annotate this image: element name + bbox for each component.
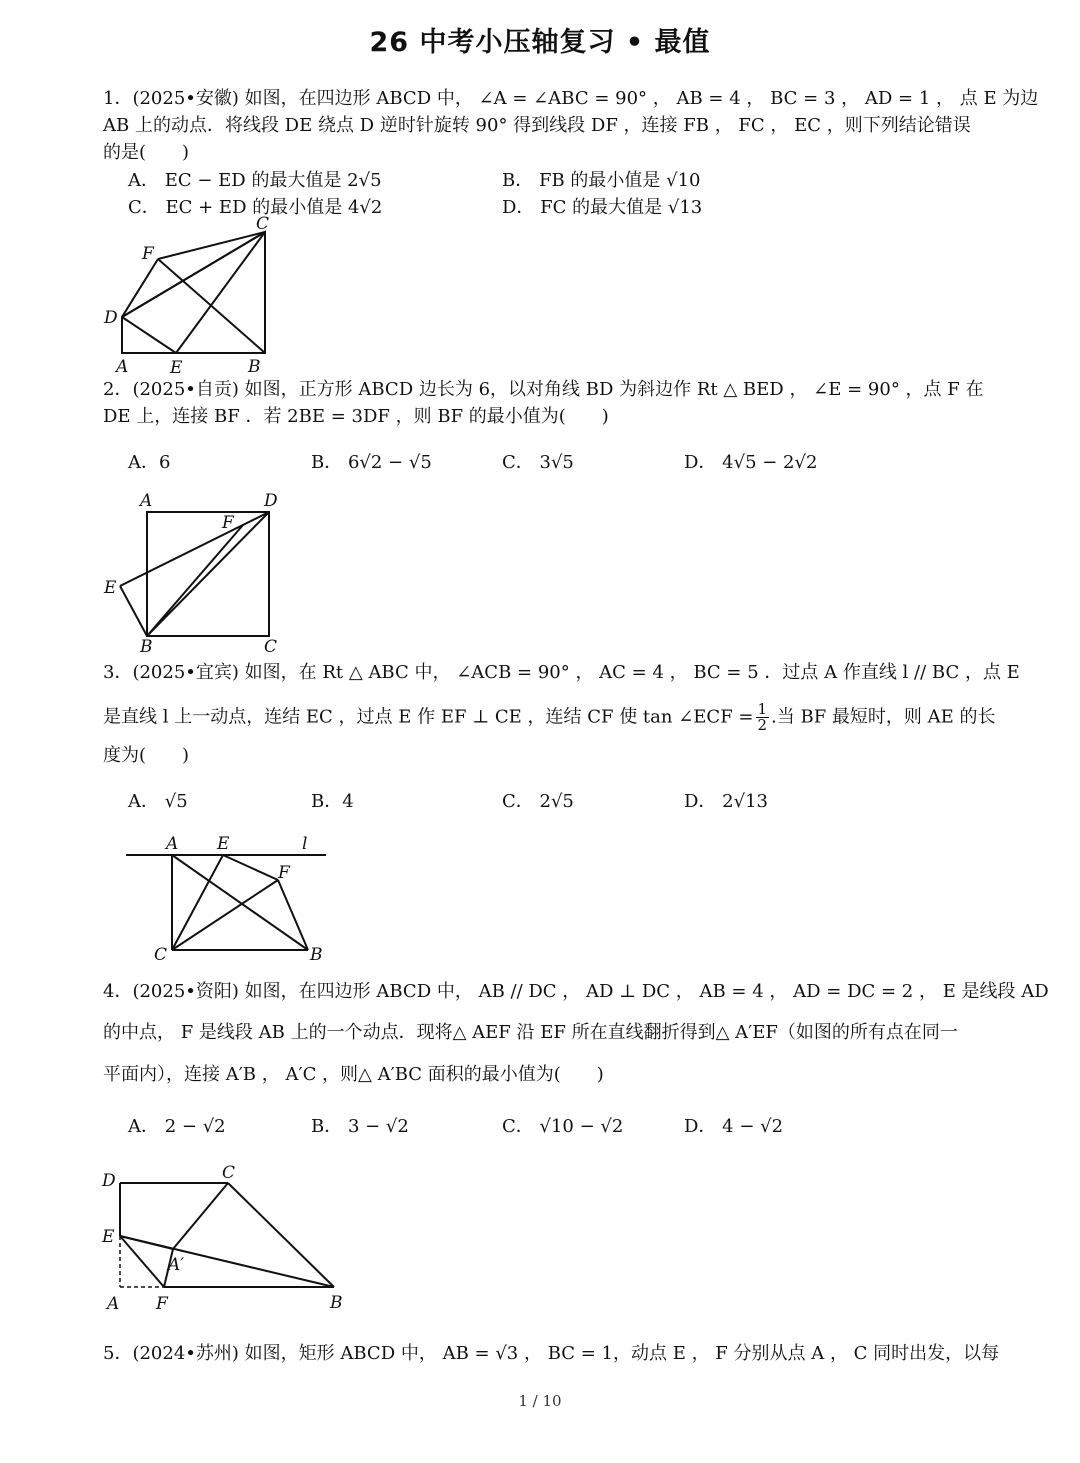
q1-segment-df (122, 259, 158, 317)
q2-option-c: C． 3√5 (502, 452, 574, 473)
q1-option-c: C． EC + ED 的最小值是 4√2 (128, 197, 383, 218)
q3-label-f: F (278, 863, 290, 883)
q1-label-c: C (256, 214, 270, 234)
q4-option-a: A． 2 − √2 (128, 1116, 226, 1137)
q3-label-e: E (217, 834, 230, 854)
q4-text-line-1: 4．(2025•资阳) 如图，在四边形 ABCD 中， AB // DC ， AD ⊥ DC ， AB = 4 ， AD = DC = 2 ， E 是线段 AD (103, 981, 1049, 1002)
q2-segment-bd (147, 512, 269, 636)
q1-label-e: E (170, 358, 183, 378)
q2-figure (100, 488, 300, 658)
q3-segment-cf (172, 880, 278, 950)
q4-text-line-2: 的中点， F 是线段 AB 上的一个动点．现将△ AEF 沿 EF 所在直线翻折得到△ A′EF（如图的所有点在同一 (103, 1022, 958, 1043)
q3-text-line-1: 3．(2025•宜宾) 如图，在 Rt △ ABC 中， ∠ACB = 90° ， AC = 4 ， BC = 5 ．过点 A 作直线 l // BC ，点 E (103, 662, 1020, 683)
q2-label-e: E (104, 578, 117, 598)
q2-option-b: B． 6√2 − √5 (311, 452, 432, 473)
q4-option-c: C． √10 − √2 (502, 1116, 624, 1137)
q1-option-d: D． FC 的最大值是 √13 (502, 197, 703, 218)
q3-figure (120, 830, 340, 970)
q3-label-a: A (166, 834, 179, 854)
q1-label-f: F (142, 244, 154, 264)
q4-label-a: A (107, 1294, 120, 1314)
q3-option-a: A． √5 (128, 791, 188, 812)
q1-text-line-1: 1．(2025•安徽) 如图，在四边形 ABCD 中， ∠A = ∠ABC = 90° ， AB = 4 ， BC = 3 ， AD = 1 ， 点 E 为边 (103, 88, 1039, 109)
q1-text-line-2: AB 上的动点．将线段 DE 绕点 D 逆时针旋转 90° 得到线段 DF ，连接 FB ， FC ， EC ，则下列结论错误 (103, 115, 971, 136)
q3-fraction-denominator: 2 (757, 716, 768, 734)
q3-option-c: C． 2√5 (502, 791, 574, 812)
q2-label-b: B (140, 637, 153, 657)
q2-segment-eb (120, 586, 147, 636)
q4-segment-cb (228, 1183, 334, 1287)
q4-option-d: D． 4 − √2 (684, 1116, 784, 1137)
q2-text-line-2: DE 上，连接 BF ．若 2BE = 3DF ，则 BF 的最小值为( ) (103, 406, 609, 427)
q4-label-c: C (222, 1163, 236, 1183)
q4-figure (100, 1160, 360, 1320)
q4-option-b: B． 3 − √2 (311, 1116, 409, 1137)
q3-segment-ef (223, 855, 278, 880)
q4-segment-ca1 (173, 1183, 228, 1249)
q3-option-b: B．4 (311, 791, 354, 812)
page-number: 1 / 10 (518, 1392, 562, 1410)
q1-segment-de (122, 317, 176, 353)
q2-label-c: C (264, 637, 278, 657)
q3-label-c: C (154, 945, 168, 965)
q4-label-b: B (330, 1293, 343, 1313)
q3-label-b: B (310, 945, 323, 965)
q1-label-a: A (116, 357, 129, 377)
page-title: 26 中考小压轴复习 • 最值 (369, 27, 711, 58)
q4-label-a-prime: A′ (168, 1255, 185, 1275)
q1-text-line-3: 的是( ) (103, 142, 190, 163)
q2-option-d: D． 4√5 − 2√2 (684, 452, 818, 473)
q3-option-d: D． 2√13 (684, 791, 768, 812)
q2-label-a: A (140, 491, 153, 511)
q3-text-line-3: 度为( ) (103, 745, 190, 766)
q3-text-line-2b: .当 BF 最短时，则 AE 的长 (771, 706, 996, 728)
q3-label-l: l (302, 834, 308, 854)
q4-segment-ea1 (120, 1236, 173, 1249)
q4-label-e: E (102, 1227, 115, 1247)
q2-segment-bf (147, 525, 243, 636)
q2-label-f: F (222, 513, 234, 533)
q1-label-d: D (104, 308, 118, 328)
q4-label-f: F (156, 1294, 168, 1314)
q4-text-line-3: 平面内），连接 A′B ， A′C ，则△ A′BC 面积的最小值为( ) (103, 1064, 604, 1085)
q4-segment-ef (120, 1236, 164, 1287)
q3-fraction (756, 702, 770, 733)
q2-option-a: A．6 (128, 452, 171, 473)
q3-fraction-numerator: 1 (757, 700, 768, 718)
q2-segment-ed (120, 512, 269, 586)
q2-text-line-1: 2．(2025•自贡) 如图，正方形 ABCD 边长为 6，以对角线 BD 为斜边作 Rt △ BED ， ∠E = 90° ，点 F 在 (103, 379, 984, 400)
q3-segment-ec (172, 855, 223, 950)
q3-text-line-2a: 是直线 l 上一动点，连结 EC ，过点 E 作 EF ⊥ CE ，连结 CF 使 tan ∠ECF = (103, 706, 754, 728)
q3-text-line-2 (103, 700, 996, 734)
q1-option-b: B． FB 的最小值是 √10 (502, 170, 701, 191)
q1-option-a: A． EC − ED 的最大值是 2√5 (128, 170, 382, 191)
q2-label-d: D (264, 491, 278, 511)
q1-label-b: B (248, 357, 261, 377)
q5-text-line-1: 5．(2024•苏州) 如图，矩形 ABCD 中， AB = √3 ， BC = 1，动点 E ， F 分别从点 A ， C 同时出发，以每 (103, 1343, 1000, 1364)
q1-figure (100, 215, 300, 380)
q4-label-d: D (102, 1171, 116, 1191)
